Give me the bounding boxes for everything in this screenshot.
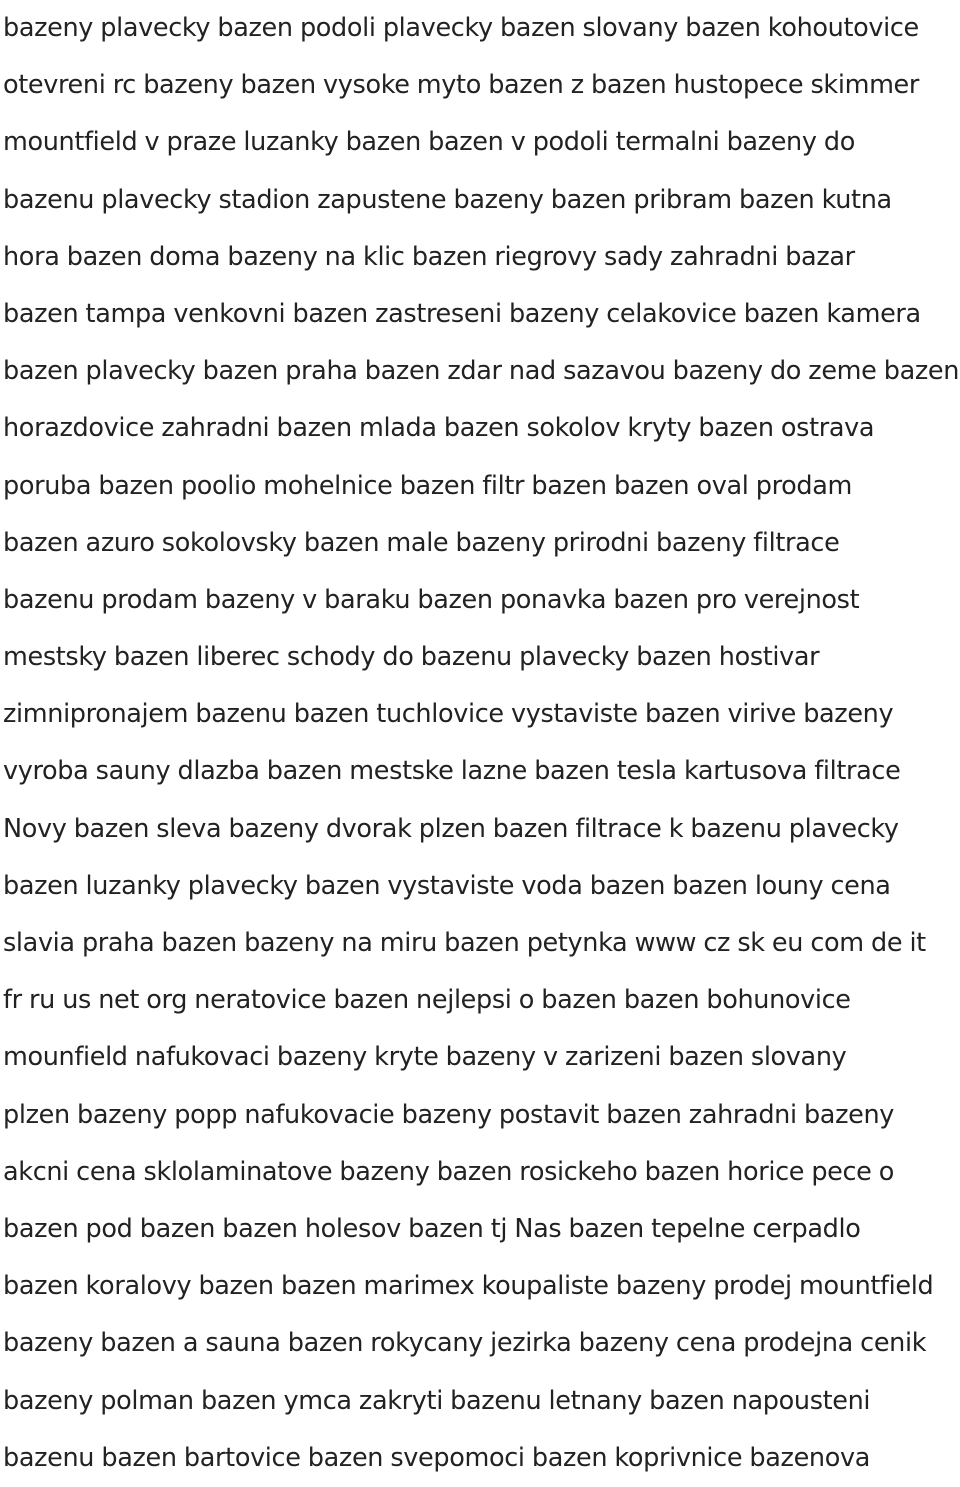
text-line: plzen bazeny popp nafukovacie bazeny postavit bazen zahradni bazeny bbox=[3, 1099, 895, 1130]
text-line: akcni cena sklolaminatove bazeny bazen rosickeho bazen horice pece o bbox=[3, 1156, 895, 1187]
text-line: poruba bazen poolio mohelnice bazen filtr bazen bazen oval prodam bbox=[3, 470, 853, 501]
text-line: Novy bazen sleva bazeny dvorak plzen bazen filtrace k bazenu plavecky bbox=[3, 813, 899, 844]
text-line: bazen luzanky plavecky bazen vystaviste voda bazen bazen louny cena bbox=[3, 870, 891, 901]
document-body bbox=[3, 0, 960, 1487]
text-line: vyroba sauny dlazba bazen mestske lazne bazen tesla kartusova filtrace bbox=[3, 756, 901, 787]
text-line: fr ru us net org neratovice bazen nejlepsi o bazen bazen bohunovice bbox=[3, 985, 851, 1016]
text-line: bazeny plavecky bazen podoli plavecky bazen slovany bazen kohoutovice bbox=[3, 13, 919, 43]
text-line: otevreni rc bazeny bazen vysoke myto bazen z bazen hustopece skimmer bbox=[3, 70, 920, 101]
text-line: bazenu bazen bartovice bazen svepomoci bazen koprivnice bazenova bbox=[3, 1442, 870, 1473]
text-line: bazen tampa venkovni bazen zastreseni bazeny celakovice bazen kamera bbox=[3, 298, 921, 329]
text-line: bazen plavecky bazen praha bazen zdar nad sazavou bazeny do zeme bazen bbox=[3, 356, 960, 387]
text-line: bazenu plavecky stadion zapustene bazeny bazen pribram bazen kutna bbox=[3, 184, 892, 215]
text-line: slavia praha bazen bazeny na miru bazen petynka www cz sk eu com de it bbox=[3, 928, 926, 958]
text-line: bazeny polman bazen ymca zakryti bazenu letnany bazen napousteni bbox=[3, 1385, 871, 1416]
text-line: horazdovice zahradni bazen mlada bazen sokolov kryty bazen ostrava bbox=[3, 413, 875, 444]
text-line: mestsky bazen liberec schody do bazenu plavecky bazen hostivar bbox=[3, 642, 820, 673]
text-line: bazen azuro sokolovsky bazen male bazeny prirodni bazeny filtrace bbox=[3, 527, 840, 558]
text-line: bazen koralovy bazen bazen marimex koupaliste bazeny prodej mountfield bbox=[3, 1271, 934, 1302]
text-line: mountfield v praze luzanky bazen bazen v podoli termalni bazeny do bbox=[3, 127, 855, 158]
text-line: mounfield nafukovaci bazeny kryte bazeny v zarizeni bazen slovany bbox=[3, 1042, 847, 1073]
text-line: bazeny bazen a sauna bazen rokycany jezirka bazeny cena prodejna cenik bbox=[3, 1328, 927, 1359]
text-line: hora bazen doma bazeny na klic bazen riegrovy sady zahradni bazar bbox=[3, 241, 855, 272]
text-line: bazen pod bazen bazen holesov bazen tj Nas bazen tepelne cerpadlo bbox=[3, 1213, 861, 1244]
text-line: zimnipronajem bazenu bazen tuchlovice vystaviste bazen virive bazeny bbox=[3, 699, 894, 730]
text-line: bazenu prodam bazeny v baraku bazen ponavka bazen pro verejnost bbox=[3, 584, 860, 615]
